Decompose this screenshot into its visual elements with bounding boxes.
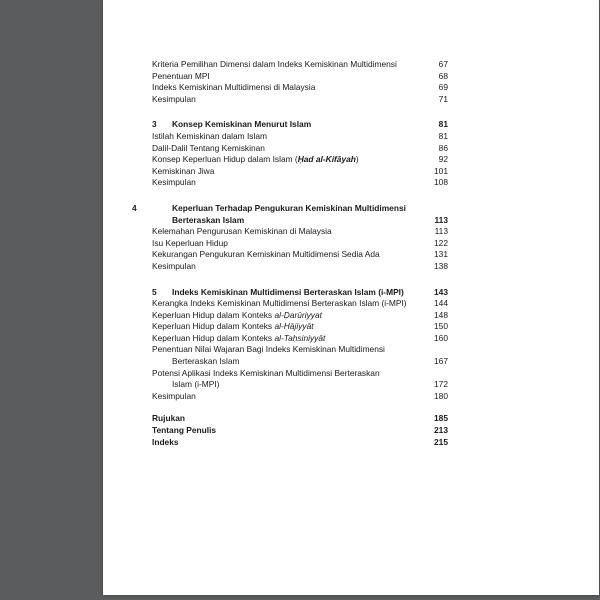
toc-entry[interactable]	[152, 310, 448, 322]
toc-entry-title: Rujukan	[152, 413, 186, 424]
chapter-title: Keperluan Terhadap Pengukuran Kemiskinan Multidimensi	[172, 202, 406, 213]
toc-entry[interactable]	[152, 59, 448, 71]
toc-entry[interactable]	[152, 344, 448, 367]
toc-entry[interactable]	[152, 154, 448, 166]
toc-entry[interactable]	[152, 177, 448, 189]
toc-entry-title: Kesimpulan	[152, 390, 196, 401]
chapter-title-cont: Berteraskan Islam	[172, 214, 245, 225]
toc-entry[interactable]	[152, 238, 448, 250]
toc-entry-page: 215	[434, 436, 448, 447]
toc-entry-title: Tentang Penulis	[152, 425, 217, 436]
toc-entry-title: Kerangka Indeks Kemiskinan Multidimensi Berteraskan Islam (i-MPI)	[152, 298, 407, 309]
toc-entry[interactable]	[152, 131, 448, 143]
toc-entry-title: Kemiskinan Jiwa	[152, 165, 215, 176]
toc-back-entry[interactable]	[152, 437, 448, 449]
toc-entry-page: 92	[438, 154, 448, 165]
toc-entry-page: 71	[438, 93, 448, 104]
toc-entry-title: Penentuan Nilai Wajaran Bagi Indeks Kemiskinan Multidimensi Berteraskan Islam	[152, 344, 385, 367]
toc-entry-title: Kriteria Pemilihan Dimensi dalam Indeks Kemiskinan Multidimensi	[152, 59, 397, 69]
toc-entry-title: Isu Keperluan Hidup	[152, 237, 228, 248]
toc-back-entry[interactable]	[152, 413, 448, 425]
chapter-number: 3	[152, 119, 157, 130]
toc-entry-page: 86	[438, 142, 448, 153]
toc-entry-page: 180	[434, 390, 448, 401]
toc-entry-page: 101	[434, 165, 448, 176]
toc-entry-page: 131	[434, 249, 448, 260]
toc-entry[interactable]	[152, 82, 448, 94]
toc-entry[interactable]	[152, 368, 448, 391]
toc-entry-page: 172	[434, 379, 448, 390]
toc-entry-title: Istilah Kemiskinan dalam Islam	[152, 130, 267, 141]
chapter-5-heading[interactable]	[152, 287, 448, 299]
toc-entry-page: 113	[434, 226, 448, 237]
toc-entry-title: Kesimpulan	[152, 177, 196, 188]
toc-entry-page: 108	[434, 177, 448, 188]
toc-entry-title: Konsep Keperluan Hidup dalam Islam (Ḥad al-Kifāyah)	[152, 154, 359, 165]
toc-entry-page: 213	[434, 425, 448, 436]
toc-entry-page: 150	[434, 321, 448, 332]
table-of-contents	[132, 59, 448, 448]
toc-back-entry[interactable]	[152, 425, 448, 437]
toc-entry-title: Kelemahan Pengurusan Kemiskinan di Malaysia	[152, 226, 332, 237]
toc-entry[interactable]	[152, 333, 448, 345]
toc-entry-title: Potensi Aplikasi Indeks Kemiskinan Multidimensi Berteraskan Islam (i-MPI)	[152, 367, 380, 390]
toc-entry-page: 144	[434, 298, 448, 309]
toc-entry[interactable]	[152, 261, 448, 273]
toc-entry[interactable]	[152, 166, 448, 178]
toc-entry-title: Kesimpulan	[152, 260, 196, 271]
toc-entry-page: 81	[438, 119, 448, 130]
chapter-title: Indeks Kemiskinan Multidimensi Berteraskan Islam (i-MPI)	[172, 286, 404, 297]
toc-entry-page: 122	[434, 237, 448, 248]
toc-entry-title: Kesimpulan	[152, 93, 196, 104]
toc-entry[interactable]	[152, 298, 448, 310]
toc-entry-title: Indeks	[152, 436, 179, 447]
toc-entry-title: Dalil-Dalil Tentang Kemiskinan	[152, 142, 265, 153]
toc-entry-title: Indeks Kemiskinan Multidimensi di Malaysia	[152, 82, 316, 93]
toc-entry-page: 185	[434, 413, 448, 424]
toc-entry-page: 167	[434, 356, 448, 367]
toc-entry[interactable]	[152, 143, 448, 155]
toc-entry[interactable]	[152, 391, 448, 403]
toc-entry-page: 67	[438, 59, 448, 69]
toc-entry-title: Kekurangan Pengukuran Kemiskinan Multidimensi Sedia Ada	[152, 249, 380, 260]
toc-entry[interactable]	[152, 94, 448, 106]
toc-entry-page: 113	[434, 214, 448, 225]
toc-entry-page: 148	[434, 309, 448, 320]
toc-entry[interactable]	[152, 249, 448, 261]
toc-entry[interactable]	[152, 321, 448, 333]
chapter-number: 4	[132, 202, 137, 213]
toc-entry[interactable]	[152, 226, 448, 238]
book-page	[103, 0, 599, 595]
toc-entry-page: 69	[438, 82, 448, 93]
toc-entry-title: Keperluan Hidup dalam Konteks al-Ḍarūriyyat	[152, 309, 322, 320]
chapter-number: 5	[152, 286, 157, 297]
toc-entry-page: 160	[434, 332, 448, 343]
toc-entry-page: 68	[438, 70, 448, 81]
toc-entry-title: Penentuan MPI	[152, 70, 210, 81]
toc-entry-title: Keperluan Hidup dalam Konteks al-Ḥājiyyāt	[152, 321, 314, 332]
chapter-4-heading[interactable]	[132, 202, 448, 226]
toc-entry-page: 138	[434, 260, 448, 271]
toc-entry[interactable]	[152, 71, 448, 83]
chapter-3-heading[interactable]	[152, 119, 448, 131]
toc-entry-page: 81	[438, 130, 448, 141]
chapter-title: Konsep Kemiskinan Menurut Islam	[172, 119, 312, 130]
toc-entry-page: 143	[434, 286, 448, 297]
toc-entry-title: Keperluan Hidup dalam Konteks al-Taḥsiniyyāt	[152, 332, 326, 343]
